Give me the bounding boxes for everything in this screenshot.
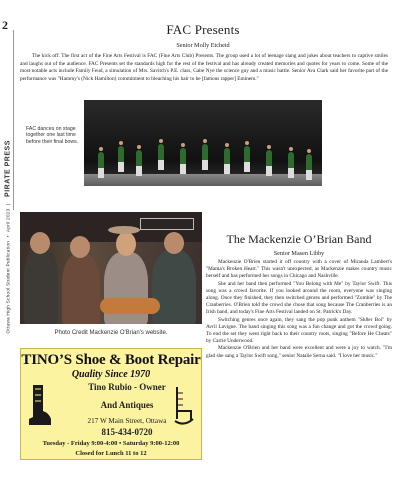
cowboy-hat xyxy=(108,226,140,234)
issue-date: April 2023 xyxy=(6,208,12,233)
ad-address: 217 W Main Street, Ottawa xyxy=(87,417,167,425)
ad-owner: Tino Rubio - Owner xyxy=(88,382,166,392)
article-body-fac: The kick off. The first act of the Fine Arts Festival is FAC (Fine Arts Club) Presents. The group used a lot of teenage slang and jokes about teachers to captive smiles and laughs out of the audience. FAC Presents set the standards high for the rest of the festival and has already created memories and quotes for years to come. Some of the most notable acts include Family Feud, a simulation of Mrs. Savitch's P.E. class, Gabe Nye the science guy and a music battle. Senior Ava Clark said her favorite part of the performance was "Hammy's (Nick Hamilton) commitment to bleaching his hair to be [famous rapper] Eminem." xyxy=(20,53,388,82)
ad-closed-note: Closed for Lunch 11 to 12 xyxy=(75,450,147,457)
dancer-figure xyxy=(244,146,250,172)
ad-tagline: Quality Since 1970 xyxy=(71,369,151,380)
dancer-figure xyxy=(224,148,230,174)
article-body-band xyxy=(206,259,392,360)
ad-hours: Tuesday - Friday 9:00-4:00 • Saturday 9:00-12:00 xyxy=(42,440,180,447)
dancer-figure xyxy=(136,150,142,176)
fac-stage-photo xyxy=(84,100,322,186)
rocking-chair-icon xyxy=(173,385,195,425)
neon-sign xyxy=(140,218,194,230)
band-member xyxy=(24,246,58,324)
article-title-band: The Mackenzie O’Brian Band xyxy=(226,232,372,246)
singer-head xyxy=(116,232,136,256)
dancer-figure xyxy=(306,154,312,180)
ad-antiques: And Antiques xyxy=(100,400,154,410)
band-member xyxy=(152,250,196,324)
dancer-figure xyxy=(98,152,104,178)
dancer-figure xyxy=(288,152,294,178)
photo-caption-band: Photo Credit Mackenzie O'Brian's website. xyxy=(54,330,168,336)
dancer-figure xyxy=(158,144,164,170)
stage-floor xyxy=(84,174,322,186)
side-masthead xyxy=(0,0,16,480)
paragraph: Switching genres once again, they sang the pop punk anthem "Sk8er Boi" by Avril Lavigne. The band singing this song was a fun change and got the crowd going. To end the set they went right back to their country roots, singing "Before He Cheats" by Carrie Underwood. xyxy=(206,316,392,345)
side-rule xyxy=(13,30,14,210)
dancer-figure xyxy=(180,148,186,174)
dancer-figure xyxy=(202,144,208,170)
article-byline-band: Senior Masen Libby xyxy=(273,250,325,257)
masthead-title: PIRATE PRESS xyxy=(4,140,12,197)
article-byline-fac: Senior Molly Etcheid xyxy=(176,42,230,49)
ad-phone: 815-434-0720 xyxy=(101,427,153,437)
separator-dot: • xyxy=(6,235,12,238)
paragraph: Mackenzie O'Brien and her band were excellent and were a joy to watch. "I'm glad she sang a Taylor Swift song," senior Natalie Serna said. "I love her music." xyxy=(206,345,392,359)
dancer-figure xyxy=(118,146,124,172)
tinos-advertisement xyxy=(20,348,202,460)
article-title-fac: FAC Presents xyxy=(166,22,240,37)
paragraph: She and her band then performed "You Belong with Me" by Taylor Swift. This song was a crowd favorite. If you looked around the room, everyone was singing along. Once they finished, they then switched genres and performed "Zombie" by The Cranberries. O'Brien told the crowd she chose that song because The Cranberries is an Irish band, and today's Fine Arts Festival landed on St. Patrick's Day. xyxy=(206,280,392,316)
photo-caption-fac: FAC dances on stage together one last time before their final bows. xyxy=(26,126,79,145)
publication-name: Ottawa High School Student Publication xyxy=(6,240,12,334)
dancer-figure xyxy=(266,150,272,176)
band-member-head xyxy=(30,232,50,254)
guitar xyxy=(100,298,160,314)
side-rotated-text: Ottawa High School Student Publication • April 2023 | PIRATE PRESS xyxy=(4,140,12,334)
page-number: 2 xyxy=(2,18,8,32)
cowboy-boot-icon xyxy=(27,383,53,427)
band-member-head xyxy=(70,236,90,258)
band-member-head xyxy=(164,232,184,254)
band-photo xyxy=(20,212,202,324)
ad-business-name: TINO’S Shoe & Boot Repair xyxy=(21,352,201,368)
paragraph: Mackenzie O'Brien started it off country with a cover of Miranda Lambert's "Mama's Broken Heart." This wasn't unexpected, as Mackenzie makes country music herself and has performed her songs in Chicago and Nashville. xyxy=(206,259,392,280)
band-member xyxy=(62,254,100,324)
